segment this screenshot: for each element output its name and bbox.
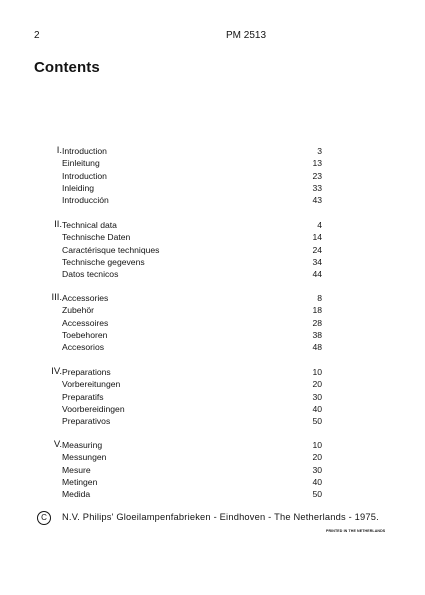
toc-entry-page: 23 [312, 170, 322, 181]
toc-entry [62, 317, 322, 329]
toc-entry-page: 10 [312, 440, 322, 450]
toc-entry-page: 30 [312, 464, 322, 475]
toc-entry [62, 182, 322, 194]
toc-entry-page: 34 [312, 256, 322, 267]
toc-entry [62, 391, 322, 403]
page-title: Contents [34, 59, 100, 76]
toc-entry [62, 329, 322, 341]
section-number: I. [56, 145, 62, 156]
toc-entry [62, 194, 322, 206]
toc-entry-page: 50 [312, 416, 322, 427]
toc-entry-page: 3 [317, 146, 322, 156]
toc-entry [62, 415, 322, 427]
toc-entry-label: Toebehoren [62, 329, 108, 340]
toc-entry [62, 256, 322, 268]
toc-entry [62, 476, 322, 488]
copyright-text: N.V. Philips' Gloeilampenfabrieken - Eindhoven - The Netherlands - 1975. [62, 512, 379, 522]
toc-entry-label: Accesorios [62, 342, 105, 353]
toc-entry [62, 157, 322, 169]
toc-entry-label: Accessories [62, 293, 109, 303]
toc-entry-page: 38 [312, 329, 322, 340]
toc-entry [62, 231, 322, 243]
toc-entry-label: Preparatifs [62, 391, 104, 402]
toc-entry-page: 40 [312, 476, 322, 487]
toc-entry-label: Einleitung [62, 158, 100, 169]
toc-entry [62, 451, 322, 463]
toc-entry-label: Technische gegevens [62, 256, 145, 267]
toc-entry-page: 8 [317, 293, 322, 303]
toc-entry-page: 33 [312, 182, 322, 193]
toc-entry-page: 18 [312, 305, 322, 316]
section-number: V. [53, 439, 62, 450]
toc-entry-label: Inleiding [62, 182, 95, 193]
toc-entry-label: Vorbereitungen [62, 379, 121, 390]
toc-entry [62, 439, 322, 451]
toc-entry-page: 40 [312, 403, 322, 414]
toc-entry-label: Introduction [62, 170, 107, 181]
toc-entry [62, 464, 322, 476]
copyright-line [37, 511, 397, 527]
toc-entry [62, 292, 322, 304]
toc-entry-label: Technische Daten [62, 232, 131, 243]
toc-entry [62, 341, 322, 353]
toc-entry [62, 244, 322, 256]
toc-entry-page: 14 [312, 232, 322, 243]
toc-entry-page: 24 [312, 244, 322, 255]
toc-entry-label: Introducción [62, 195, 109, 206]
toc-entry-label: Voorbereidingen [62, 403, 125, 414]
toc-entry [62, 219, 322, 231]
toc-entry-page: 48 [312, 342, 322, 353]
copyright-icon: C [37, 511, 51, 525]
toc-entry-page: 4 [317, 220, 322, 230]
toc-entry [62, 378, 322, 390]
toc-entry-label: Zubehör [62, 305, 95, 316]
toc-entry-label: Preparations [62, 367, 111, 377]
toc-entry [62, 170, 322, 182]
toc-entry-label: Preparativos [62, 416, 111, 427]
page-number: 2 [34, 30, 40, 41]
toc-entry-label: Mesure [62, 464, 91, 475]
toc-entry-page: 44 [312, 269, 322, 280]
toc-entry-page: 10 [312, 367, 322, 377]
toc-entry-page: 20 [312, 379, 322, 390]
toc-entry [62, 403, 322, 415]
toc-entry-label: Caractérisque techniques [62, 244, 160, 255]
toc-entry-page: 43 [312, 195, 322, 206]
document-code: PM 2513 [226, 30, 267, 41]
toc-entry-label: Medida [62, 489, 91, 500]
toc-entry-label: Messungen [62, 452, 107, 463]
toc-entry-page: 20 [312, 452, 322, 463]
toc-entry [62, 304, 322, 316]
toc-entry-page: 13 [312, 158, 322, 169]
section-number: IV. [51, 366, 62, 377]
toc-entry-label: Metingen [62, 476, 98, 487]
toc-entry-label: Introduction [62, 146, 107, 156]
toc-entry [62, 268, 322, 280]
toc-entry-label: Accessoires [62, 317, 109, 328]
toc-entry-label: Measuring [62, 440, 103, 450]
section-number: II. [54, 219, 62, 230]
toc-entry-page: 50 [312, 489, 322, 500]
toc-entry [62, 366, 322, 378]
printed-in-note: PRINTED IN THE NETHERLANDS [326, 529, 386, 533]
toc-entry [62, 488, 322, 500]
toc-entry-page: 28 [312, 317, 322, 328]
toc-entry-page: 30 [312, 391, 322, 402]
section-number: III. [51, 292, 62, 303]
toc-entry-label: Datos tecnicos [62, 269, 119, 280]
toc-entry [62, 145, 322, 157]
toc-entry-label: Technical data [62, 220, 117, 230]
